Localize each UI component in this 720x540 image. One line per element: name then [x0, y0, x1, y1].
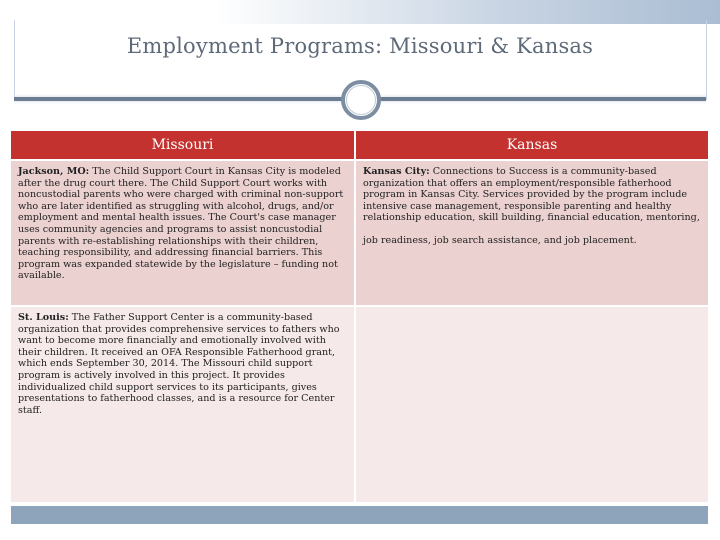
cell-text: The Child Support Court in Kansas City is modeled after the drug court there. The Child Support Court works with noncustodial parents who were charged with criminal non-support who are later identified as struggling with alcohol, drugs, and/or employment and mental health issues. The Court's case manager uses community agencies and programs to assist noncustodial parents with re-establishing relationships with their children, teaching responsibility, and addressing financial barriers. This program was expanded statewide by the legislature – funding not available.: [18, 166, 344, 282]
cell-kansas-city: [356, 161, 708, 305]
top-gradient-bar: [0, 0, 720, 24]
cell-text: The Father Support Center is a community-based organization that provides comprehensive services to fathers who want to become more financially and emotionally involved with their children. It received an OFA Responsible Fatherhood grant, which ends September 30, 2014. The Missouri child support program is actively involved in this project. It provides individualized child support services to its participants, gives presentations to fatherhood classes, and is a resource for Center staff.: [18, 312, 340, 416]
cell-label: Kansas City:: [363, 166, 430, 177]
frame-line-left: [14, 20, 15, 100]
cell-text-continued: job readiness, job search assistance, and job placement.: [363, 234, 637, 246]
header-kansas: Kansas: [356, 131, 708, 159]
slide-title: Employment Programs: Missouri & Kansas: [126, 34, 594, 58]
cell-label: Jackson, MO:: [18, 166, 90, 177]
cell-missouri-st-louis: [11, 307, 354, 502]
cell-label: St. Louis:: [18, 312, 69, 323]
decorative-circle-ring: [346, 85, 376, 115]
cell-text: Connections to Success is a community-based organization that offers an employment/responsible fatherhood program in Kansas City. Services provided by the program include intensive case management, responsible parenting and healthy relationship education, skill building, financial education, mentoring,: [363, 166, 700, 224]
cell-kansas-empty: [356, 307, 708, 502]
header-missouri: Missouri: [11, 131, 354, 159]
footer-bar: [11, 506, 708, 524]
frame-line-right: [706, 20, 707, 100]
programs-table: [11, 131, 708, 502]
cell-missouri-jackson: [11, 161, 354, 305]
